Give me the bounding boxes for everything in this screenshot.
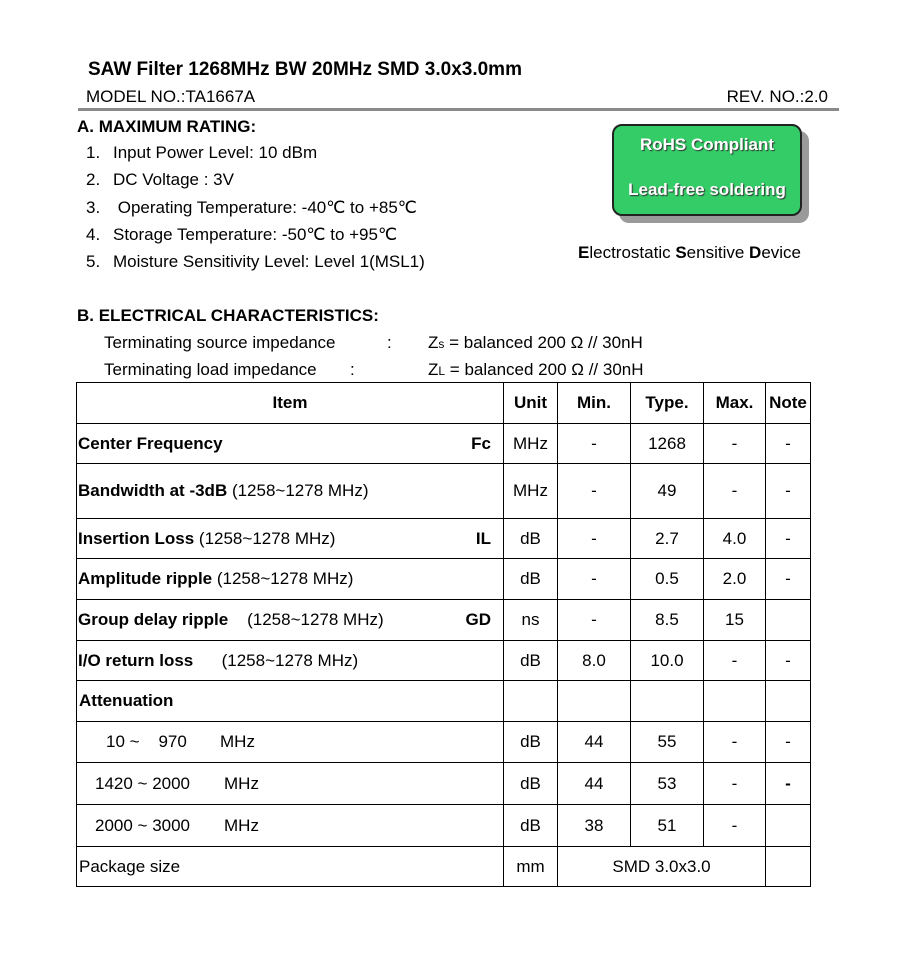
item-cell: Attenuation [77, 681, 504, 722]
source-colon: : [387, 333, 392, 352]
package-row: Package size mm SMD 3.0x3.0 [77, 847, 811, 887]
item-cell: 2000 ~ 3000 MHz [77, 805, 504, 847]
table-row: Insertion Loss (1258~1278 MHz) IL dB - 2.7 4.0 - [77, 519, 811, 559]
attenuation-header-row [77, 681, 811, 722]
rohs-badge [612, 124, 802, 216]
section-b-heading: B. ELECTRICAL CHARACTERISTICS: [77, 306, 379, 325]
header-typ: Type. [631, 383, 704, 424]
electrical-characteristics-table [76, 382, 811, 887]
table-row: 2000 ~ 3000 MHz dB 38 51 - [77, 805, 811, 847]
table-header-row [77, 383, 811, 424]
item-cell: Amplitude ripple (1258~1278 MHz) [77, 559, 504, 600]
esd-label: Electrostatic Sensitive Device [578, 243, 802, 262]
table-row: Group delay ripple (1258~1278 MHz) GD ns - 8.5 15 [77, 600, 811, 641]
load-impedance-value: ZL = balanced 200 Ω // 30nH [428, 360, 644, 379]
list-item: 4. Storage Temperature: -50℃ to +95℃ [86, 224, 398, 244]
item-cell: Bandwidth at -3dB (1258~1278 MHz) [77, 464, 504, 519]
item-cell: 1420 ~ 2000 MHz [77, 763, 504, 805]
table-row: Bandwidth at -3dB (1258~1278 MHz) MHz - 49 - - [77, 464, 811, 519]
load-colon: : [350, 360, 355, 379]
item-cell: Center Frequency Fc [77, 424, 504, 464]
header-unit: Unit [504, 383, 558, 424]
item-cell: I/O return loss (1258~1278 MHz) [77, 641, 504, 681]
package-value: SMD 3.0x3.0 [558, 847, 766, 887]
list-item: 3. Operating Temperature: -40℃ to +85℃ [86, 197, 417, 217]
revision-number: REV. NO.:2.0 [726, 87, 828, 106]
model-number: MODEL NO.:TA1667A [86, 87, 256, 106]
table-row: 10 ~ 970 MHz dB 44 55 - - [77, 722, 811, 763]
item-cell: Insertion Loss (1258~1278 MHz) IL [77, 519, 504, 559]
list-item: 2. DC Voltage : 3V [86, 170, 234, 190]
item-cell: Group delay ripple (1258~1278 MHz) GD [77, 600, 504, 641]
item-cell: 10 ~ 970 MHz [77, 722, 504, 763]
table-row: Amplitude ripple (1258~1278 MHz) dB - 0.5 2.0 - [77, 559, 811, 600]
document-title: SAW Filter 1268MHz BW 20MHz SMD 3.0x3.0mm [88, 59, 522, 80]
load-impedance-label: Terminating load impedance [104, 360, 317, 379]
header-note: Note [766, 383, 811, 424]
source-impedance-value: Zs = balanced 200 Ω // 30nH [428, 333, 643, 352]
header-item: Item [77, 383, 504, 424]
source-impedance-label: Terminating source impedance [104, 333, 336, 352]
table-row: Center Frequency Fc MHz - 1268 - - [77, 424, 811, 464]
list-item: 5. Moisture Sensitivity Level: Level 1(MSL1) [86, 252, 425, 272]
list-item: 1. Input Power Level: 10 dBm [86, 143, 318, 162]
max-rating-list [86, 142, 425, 278]
header-min: Min. [558, 383, 631, 424]
section-a-heading: A. MAXIMUM RATING: [77, 117, 257, 136]
lead-free-label: Lead-free soldering [628, 180, 786, 199]
header-max: Max. [704, 383, 766, 424]
table-row: 1420 ~ 2000 MHz dB 44 53 - - [77, 763, 811, 805]
item-cell: Package size [77, 847, 504, 887]
table-row: I/O return loss (1258~1278 MHz) dB 8.0 10.0 - - [77, 641, 811, 681]
header-divider [78, 108, 839, 111]
rohs-compliant-label: RoHS Compliant [639, 135, 775, 154]
